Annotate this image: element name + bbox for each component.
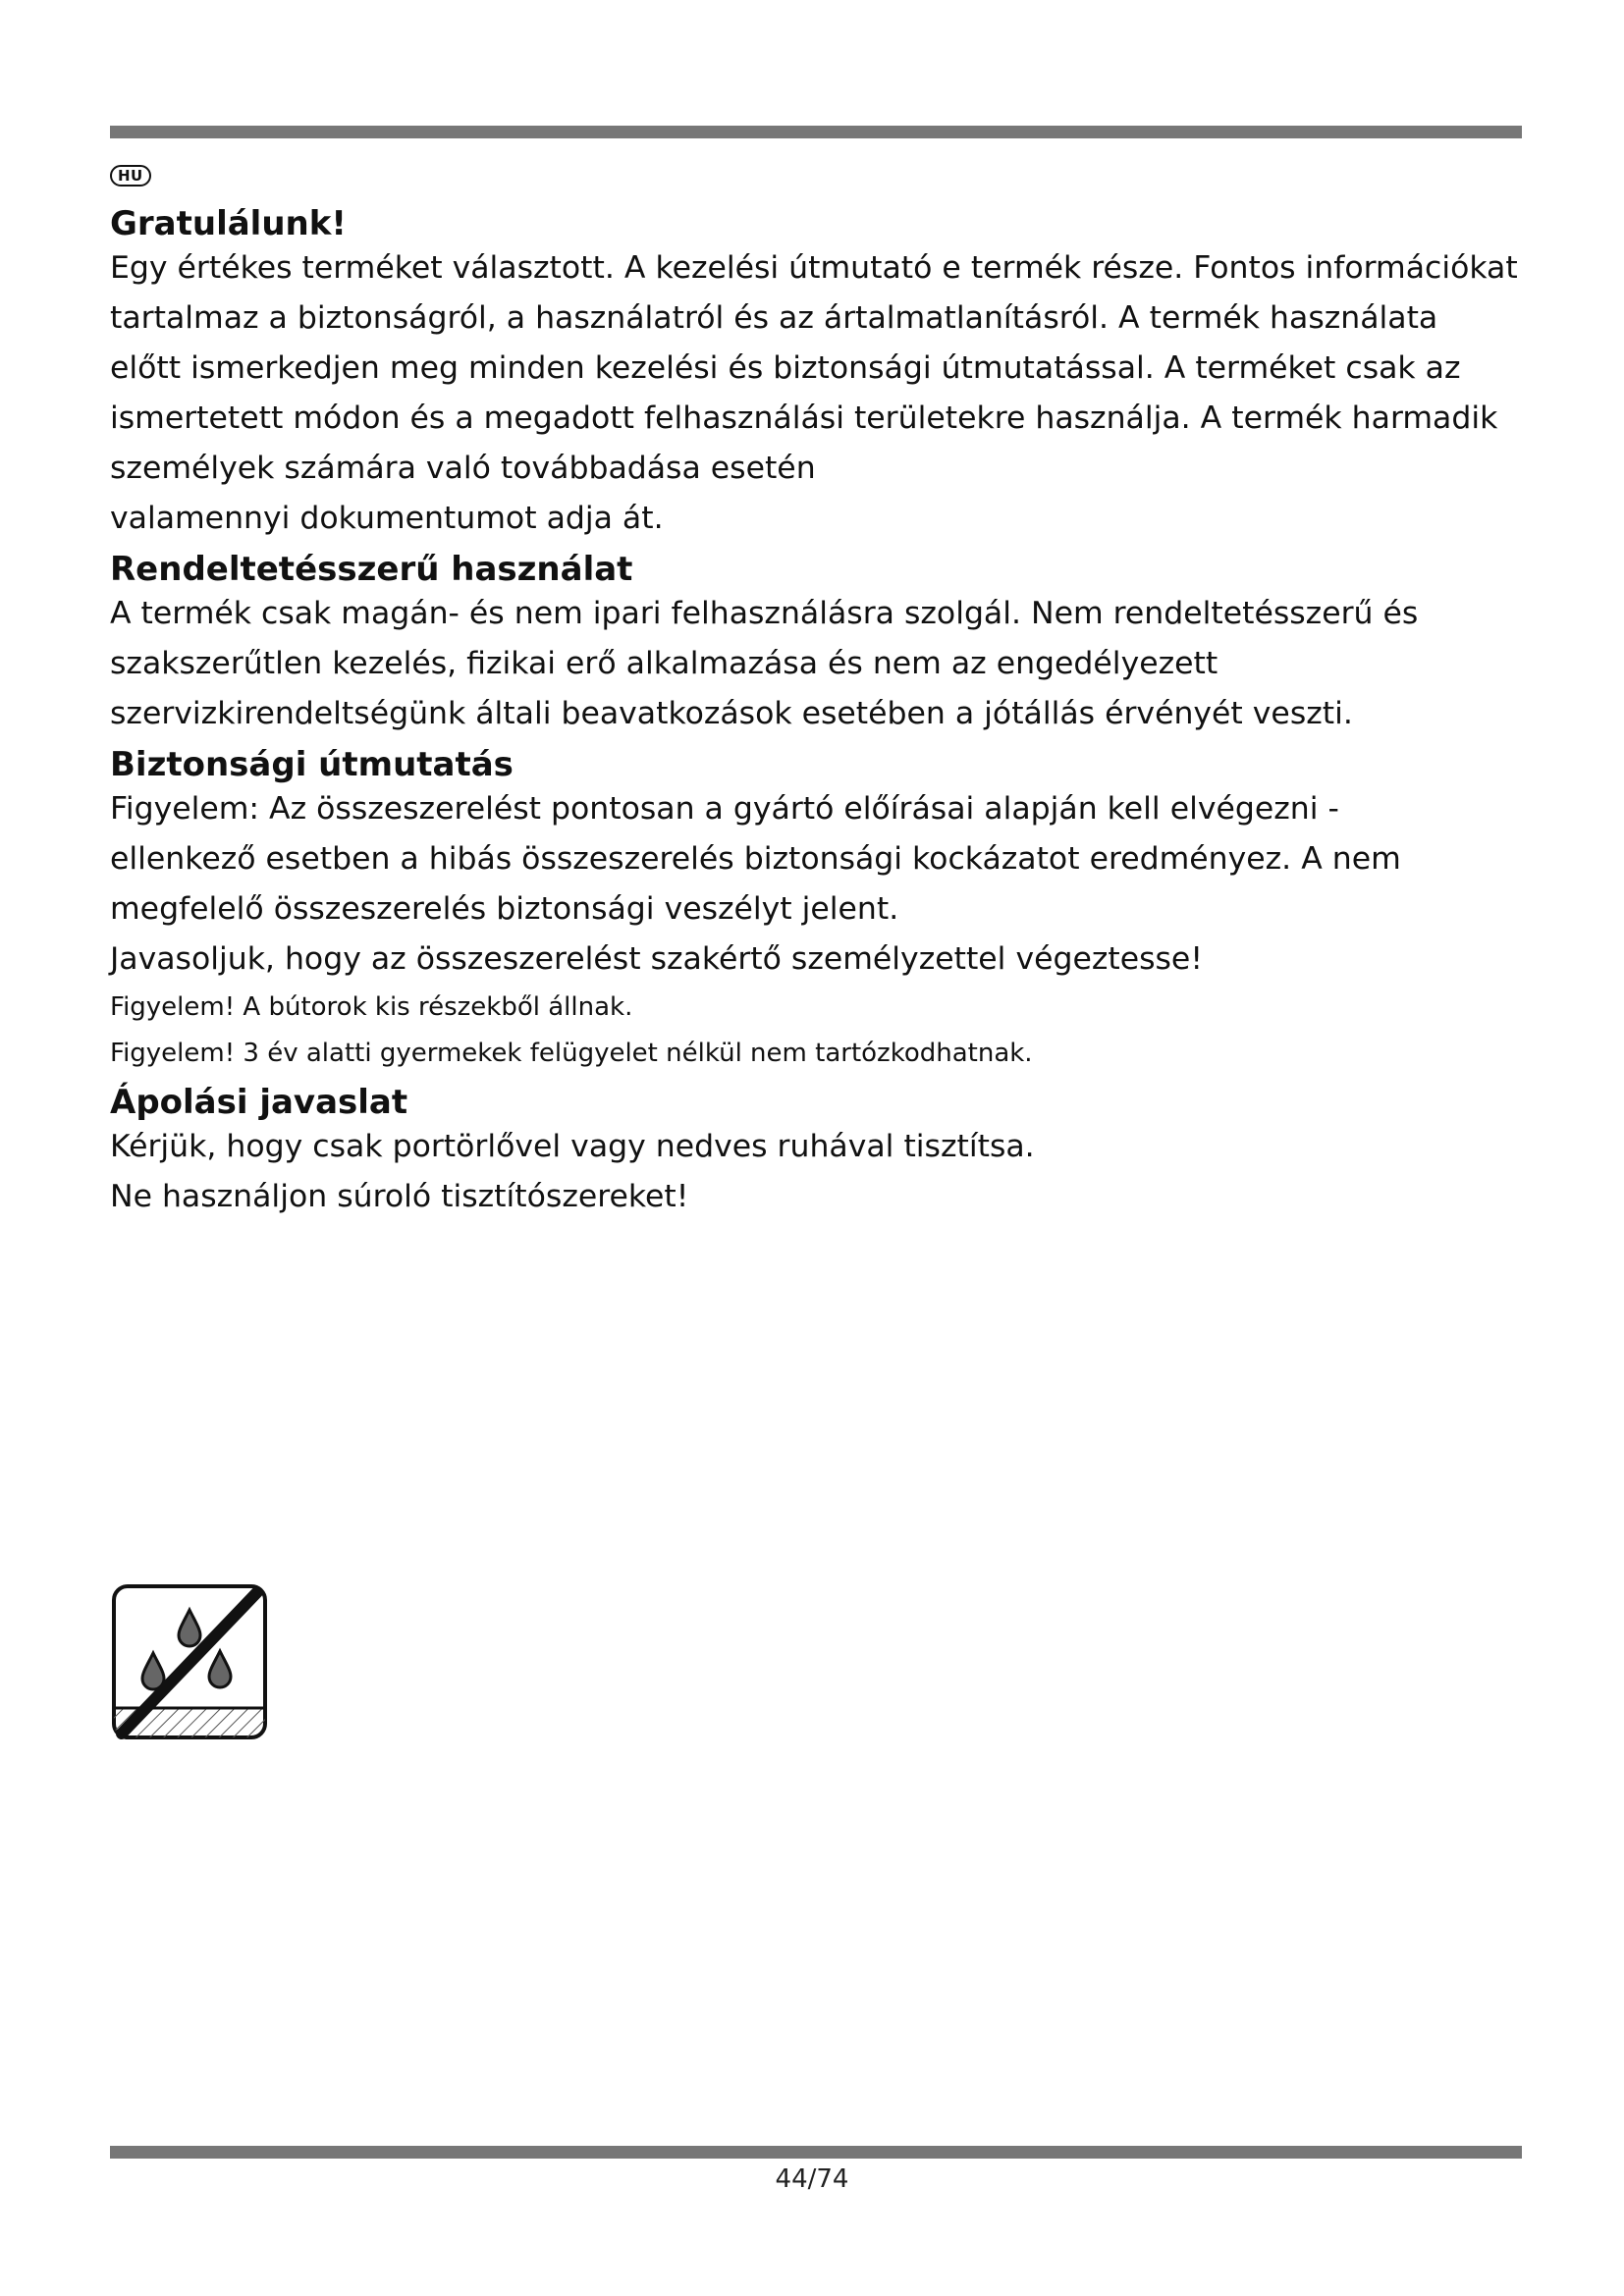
paragraph-line: ellenkező esetben a hibás összeszerelés biztonsági kockázatot eredményez. A nem — [110, 841, 1401, 877]
paragraph-line: Egy értékes terméket választott. A kezelési útmutató e termék része. Fontos információkat — [110, 250, 1518, 286]
heading-care: Ápolási javaslat — [110, 1083, 408, 1122]
warning-line: Figyelem! A bútorok kis részekből állnak. — [110, 992, 633, 1022]
section-congratulations — [110, 204, 1524, 544]
paragraph-line: megfelelő összeszerelés biztonsági veszélyt jelent. — [110, 891, 899, 927]
heading-congratulations: Gratulálunk! — [110, 204, 347, 243]
paragraph-line: előtt ismerkedjen meg minden kezelési és biztonsági útmutatással. A terméket csak az — [110, 350, 1461, 386]
paragraph-line: tartalmaz a biztonságról, a használatról és az ártalmatlanításról. A termék használata — [110, 300, 1438, 336]
section-safety — [110, 745, 1524, 1077]
section-care — [110, 1083, 1524, 1222]
warning-line: Figyelem! 3 év alatti gyermekek felügyelet nélkül nem tartózkodhatnak. — [110, 1039, 1033, 1068]
paragraph-line: ismertetett módon és a megadott felhasználási területekre használja. A termék harmadik — [110, 400, 1498, 436]
bottom-rule — [110, 2146, 1522, 2159]
paragraph-line: szakszerűtlen kezelés, fizikai erő alkalmazása és nem az engedélyezett — [110, 646, 1218, 681]
language-badge — [110, 165, 1524, 204]
top-rule — [110, 126, 1522, 138]
section-intended-use — [110, 550, 1524, 739]
paragraph-line: valamennyi dokumentumot adja át. — [110, 501, 664, 536]
heading-safety: Biztonsági útmutatás — [110, 745, 514, 784]
paragraph-line: Figyelem: Az összeszerelést pontosan a gyártó előírásai alapján kell elvégezni - — [110, 791, 1339, 827]
paragraph-line: szervizkirendeltségünk általi beavatkozások esetében a jótállás érvényét veszti. — [110, 696, 1353, 731]
paragraph-line: személyek számára való továbbadása esetén — [110, 451, 816, 486]
hu-badge: HU — [110, 165, 151, 187]
paragraph-line: Ne használjon súroló tisztítószereket! — [110, 1179, 689, 1214]
paragraph-line: Kérjük, hogy csak portörlővel vagy nedves ruhával tisztítsa. — [110, 1129, 1035, 1164]
page-number: 44/74 — [775, 2164, 849, 2194]
document-body — [110, 165, 1524, 1222]
paragraph-line: Javasoljuk, hogy az összeszerelést szakértő személyzettel végeztesse! — [110, 941, 1203, 977]
no-wet-cleaning-icon — [110, 1582, 269, 1741]
heading-intended-use: Rendeltetésszerű használat — [110, 550, 633, 589]
paragraph-line: A termék csak magán- és nem ipari felhasználásra szolgál. Nem rendeltetésszerű és — [110, 596, 1419, 631]
